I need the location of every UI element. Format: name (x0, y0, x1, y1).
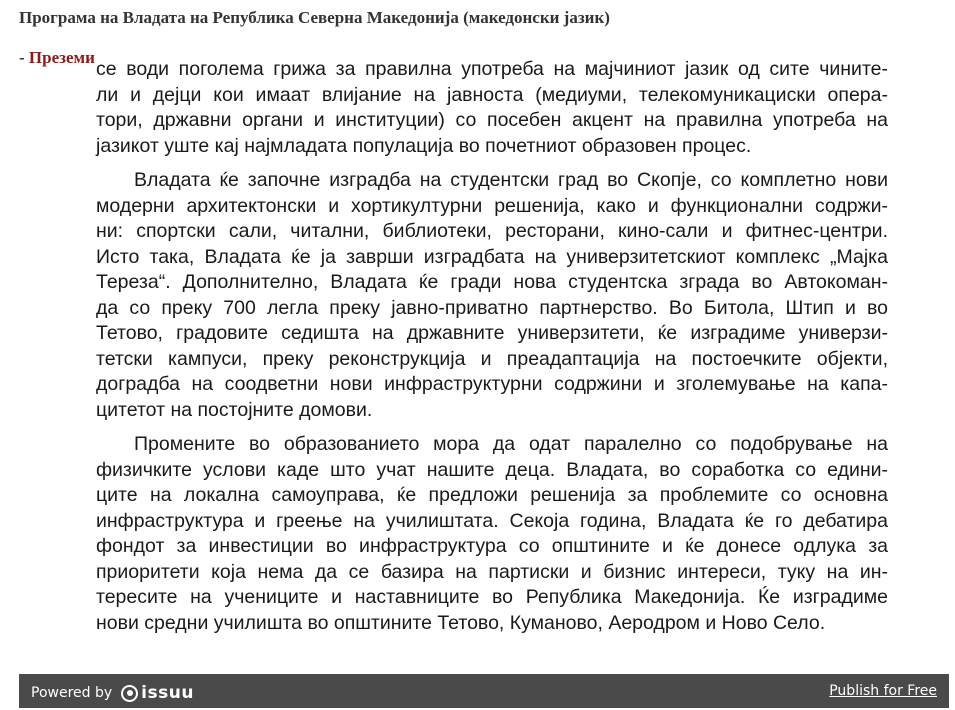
download-row (19, 48, 95, 68)
doc-line: нови средни училишта во општините Тетово, Куманово, Аеродром и Ново Село. (96, 611, 826, 634)
download-prefix: - (19, 48, 29, 67)
doc-line: јазикот уште кај најмладата популација во почетниот образовен процес. (96, 134, 752, 157)
doc-line: модерни архитектонски и хортикултурни решенија, како и функционални содржи- (96, 194, 888, 217)
doc-line: да со преку 700 легла преку јавно-приватно партнерство. Во Битола, Штип и во (96, 296, 888, 319)
publish-for-free-link[interactable]: Publish for Free (829, 683, 937, 699)
doc-line: ни: спортски сали, читални, библиотеки, ресторани, кино-сали и фитнес-центри. (96, 220, 888, 242)
doc-line: Тереза“. Дополнително, Владата ќе гради нова студентска зграда во Автокоман- (96, 271, 888, 293)
document-viewer[interactable] (19, 58, 949, 674)
doc-line: тори, државни органи и институции) со посебен акцент на правилна употреба на (96, 109, 888, 131)
doc-line: физичките услови каде што учат нашите деца. Владата, во соработка со едини- (96, 458, 888, 481)
page-title: Програма на Владата на Република Северна Македонија (македонски јазик) (19, 8, 610, 27)
doc-line: Тетово, градовите седишта на државните универзитети, ќе изградиме универзи- (96, 322, 888, 344)
doc-line: се води поголема грижа за правилна употреба на мајчиниот јазик од сите чините- (96, 58, 888, 80)
doc-line: цитетот на постојните домови. (96, 398, 373, 421)
download-link[interactable]: Преземи (28, 48, 95, 67)
doc-line: Промените во образованието мора да одат паралелно со подобрување на (134, 433, 888, 455)
issuu-logo-icon (121, 685, 138, 702)
doc-line: доградба на соодветни нови инфраструктурни содржини и зголемување на капа- (96, 373, 888, 395)
doc-line: ците на локална самоуправа, ќе предложи решенија за проблемите со основна (96, 484, 888, 506)
doc-line: приоритети која нема да се базира на партиски и бизнис интереси, туку на ин- (96, 560, 888, 583)
issuu-footer-bar (19, 674, 949, 708)
doc-line: Исто така, Владата ќе ја заврши изградбата на универзитетскиот комплекс „Мајка (96, 245, 888, 268)
document-page (96, 58, 888, 636)
doc-line: Владата ќе започне изградба на студентски град во Скопје, со комплетно нови (134, 169, 888, 191)
doc-line: тетски кампуси, преку реконструкција и преадаптација на постоечките објекти, (96, 347, 888, 370)
doc-line: ли и дејци кои имаат влијание на јавноста (медиуми, телекомуникациски опера- (96, 83, 888, 106)
doc-line: инфраструктура и греење на училиштата. Секоја година, Владата ќе го дебатира (96, 509, 888, 532)
issuu-brand-text: issuu (141, 683, 194, 703)
doc-line: фондот за инвестиции во инфраструктура со општините и ќе донесе одлука за (96, 535, 888, 557)
doc-line: тересите на учениците и наставниците во Република Македонија. Ќе изградиме (96, 586, 888, 608)
powered-by-issuu-link[interactable] (31, 683, 194, 703)
powered-by-label: Powered by (31, 685, 113, 701)
